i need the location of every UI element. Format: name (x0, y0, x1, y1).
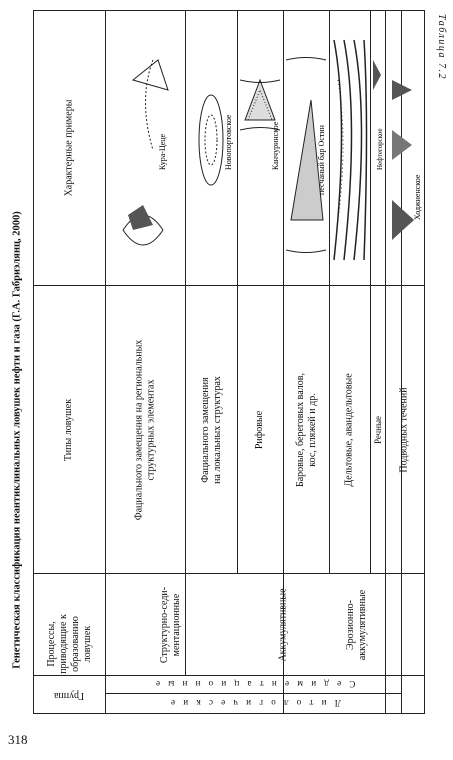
example-kanchurinskoe (240, 20, 282, 275)
example-khodzhienskoe (386, 20, 424, 275)
header-types: Типы ловушек (63, 398, 75, 461)
example-neftegorskoe (371, 20, 385, 275)
table-label: Таблица 7.2 (436, 14, 447, 80)
example-delta (332, 20, 370, 275)
label-austin-bar: песчаный бар Остин (317, 125, 326, 195)
type-regional: Фациального замещения на региональных структурных элементах (133, 339, 157, 520)
type-reef: Рифовые (254, 410, 266, 449)
label-novoportovskoe: Новопортовское (224, 114, 233, 170)
header-processes: Процессы, приводящие к образованию ловушек (45, 613, 93, 674)
group-outer: Л и т о л о г и ч е с к и е (167, 698, 341, 708)
table-caption (6, 120, 28, 760)
process-structural: Структурно-седи- ментационные (159, 586, 183, 663)
type-local: Фациального замещения на локальных структурах (199, 375, 223, 484)
label-khodzhienskoe: Ходжиенское (413, 174, 422, 220)
caption-text: Генетическая классификация неантиклинальных ловушек нефти и газа (Г.А. Габриэлянц, 2000) (11, 211, 23, 669)
page-number: 318 (8, 732, 28, 747)
header-group: Группа (54, 689, 85, 701)
label-kura-tsetse: Кура-Цеце (158, 133, 167, 170)
group-inner: С е д и м е н т а ц и о н н ы е (152, 679, 356, 689)
table-frame (33, 10, 425, 714)
process-accumulative: Аккумулятивные (277, 587, 289, 662)
label-kanchurinskoe: Канчуринское (271, 121, 280, 170)
type-delta: Дельтовые, авандельтовые (344, 372, 355, 487)
example-kura-tsetse (113, 20, 183, 275)
type-underwater: Подводных течений (399, 386, 411, 473)
header-examples: Характерные примеры (63, 99, 75, 197)
type-bar: Баровые, береговых валов, кос, пляжей и др. (294, 372, 318, 487)
example-novoportovskoe (189, 20, 235, 275)
example-austin-bar (286, 20, 328, 275)
process-erosion: Эрозионно- аккумулятивные (345, 589, 369, 660)
label-neftegorskoe: Нефтегорское (376, 128, 384, 170)
type-river: Речные (373, 415, 384, 444)
